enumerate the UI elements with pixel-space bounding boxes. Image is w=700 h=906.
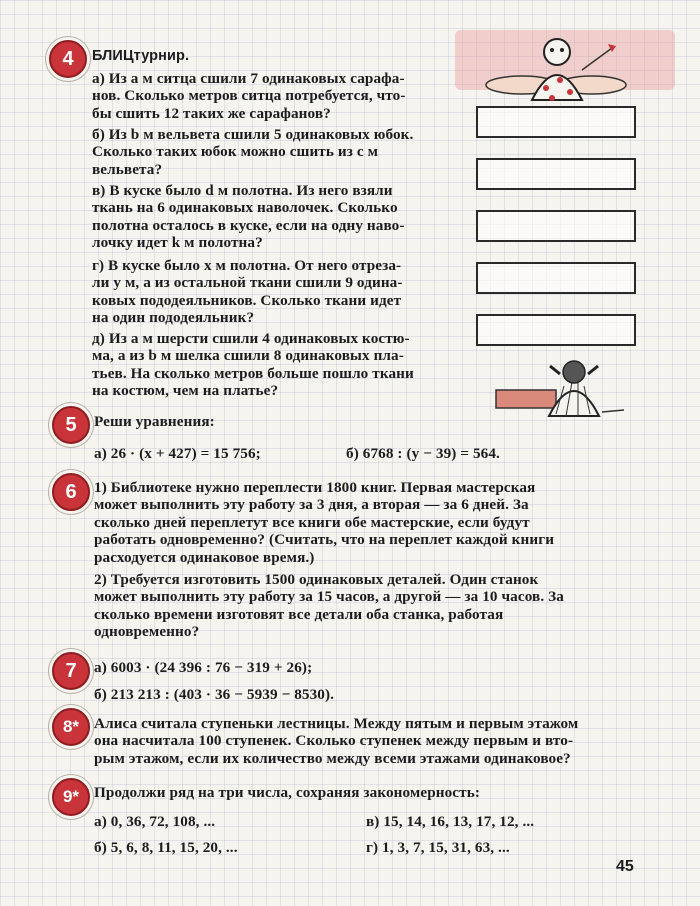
cartoon-doll-illustration	[482, 30, 632, 110]
task6-problem-1: 1) Библиотеке нужно переплести 1800 книг. Первая мастерская может выполнить эту работу за 3 дня, а вторая — за 6 дней. За сколько дней переплетут все книги обе мастерские, если будут работать одновременно? (Считать, что на переплет каждой книги расходуется одинаковое время.)	[94, 479, 555, 566]
task4-item-e: д) Из а м шерсти сшили 4 одинаковых костю- ма, а из b м шелка сшили 8 одинаковых пла- тьев. На сколько метров больше пошло ткани на костюм, чем на платье?	[92, 330, 414, 400]
answer-box[interactable]	[476, 106, 636, 138]
task4-item-a: а) Из а м ситца сшили 7 одинаковых сарафа- нов. Сколько метров ситца потребуется, что- бы сшить 12 таких же сарафанов?	[92, 70, 406, 122]
task4-title: БЛИЦтурнир.	[92, 48, 190, 64]
task5-equation-b: б) 6768 : (у − 39) = 564.	[346, 445, 500, 462]
task4-item-c: в) В куске было d м полотна. Из него взяли ткань на 6 одинаковых наволочек. Сколько полотна осталось в куске, если на одну наво- лочку идет k м полотна?	[92, 182, 405, 252]
task5-equation-a: а) 26 · (х + 427) = 15 756;	[94, 445, 261, 462]
task7-expression-b: б) 213 213 : (403 · 36 − 5939 − 8530).	[94, 686, 335, 703]
task6-problem-2: 2) Требуется изготовить 1500 одинаковых деталей. Один станок может выполнить эту работу за 15 часов, а другой — за 10 часов. За сколько времени изготовят все детали оба станка, работая одновременно?	[94, 571, 564, 641]
task8-text: Алиса считала ступеньки лестницы. Между пятым и первым этажом она насчитала 100 ступенек. Сколько ступенек между первым и вто- рым этажом, если их количество между всеми этажами одинаковое?	[94, 715, 579, 767]
task9-series-b: б) 5, 6, 8, 11, 15, 20, ...	[94, 839, 238, 856]
sewing-doll-illustration	[494, 356, 634, 426]
task4-item-b: б) Из b м вельвета сшили 5 одинаковых юбок. Сколько таких юбок можно сшить из с м вельвета?	[92, 126, 414, 178]
task-number-badge: 6	[52, 473, 90, 511]
task9-series-d: г) 1, 3, 7, 15, 31, 63, ...	[366, 839, 510, 856]
task4-item-d: г) В куске было х м полотна. От него отреза- ли у м, а из остальной ткани сшили 9 одина- ковых пододеяльников. Сколько ткани идет на один пододеяльник?	[92, 257, 403, 327]
task5-title: Реши уравнения:	[94, 413, 215, 430]
task9-title: Продолжи ряд на три числа, сохраняя закономерность:	[94, 784, 480, 801]
task9-series-a: а) 0, 36, 72, 108, ...	[94, 813, 216, 830]
task-number-badge: 4	[49, 40, 87, 78]
task-number-badge: 8*	[52, 708, 90, 746]
answer-box[interactable]	[476, 262, 636, 294]
task-number-badge: 9*	[52, 778, 90, 816]
task-number-badge: 5	[52, 406, 90, 444]
answer-box[interactable]	[476, 314, 636, 346]
task9-series-c: в) 15, 14, 16, 13, 17, 12, ...	[366, 813, 535, 830]
task7-expression-a: а) 6003 · (24 396 : 76 − 319 + 26);	[94, 659, 313, 676]
answer-box[interactable]	[476, 210, 636, 242]
answer-box[interactable]	[476, 158, 636, 190]
page-number: 45	[616, 858, 634, 875]
task-number-badge: 7	[52, 652, 90, 690]
